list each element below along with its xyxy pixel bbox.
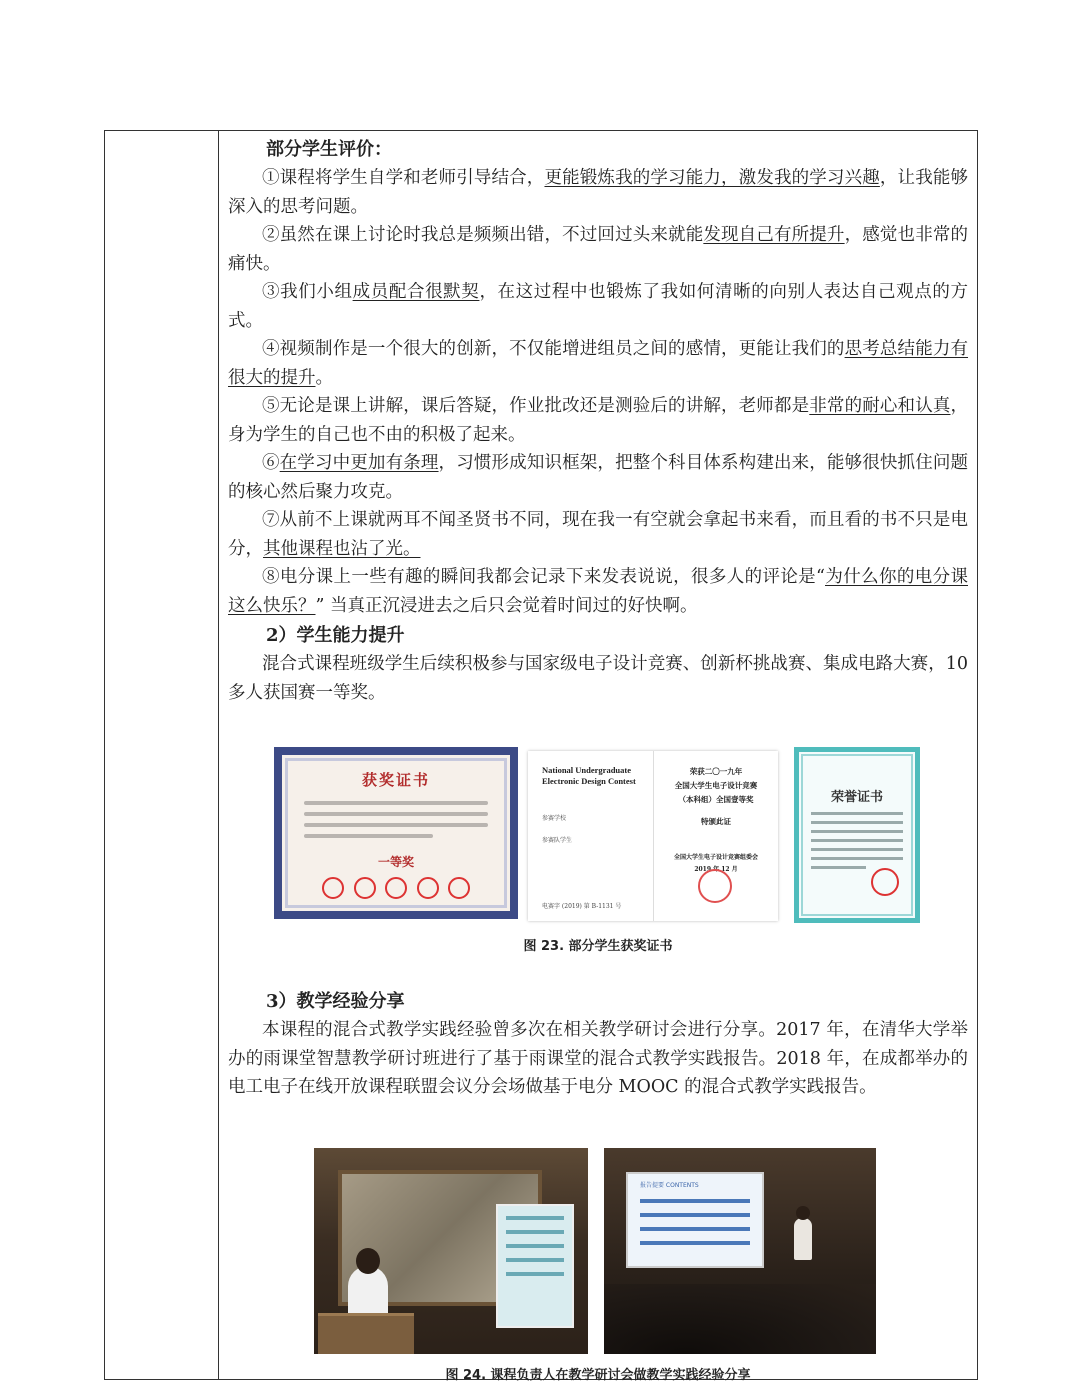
photo-lecture-1 bbox=[314, 1148, 588, 1354]
review-item bbox=[228, 164, 968, 221]
certificate-contest-zh bbox=[660, 765, 772, 875]
certificate-zh-line: 特颁此证 bbox=[701, 817, 731, 826]
review-text: ③我们小组 bbox=[262, 282, 353, 302]
figure-photos bbox=[228, 1148, 968, 1354]
audience bbox=[604, 1284, 876, 1354]
certificate-serial: 电赛字 (2019) 第 B-1131 号 bbox=[542, 903, 622, 910]
certificate-award-prize: 一等奖 bbox=[377, 855, 414, 869]
review-item bbox=[228, 392, 968, 449]
section-heading: 部分学生评价： bbox=[266, 139, 392, 160]
review-item bbox=[228, 278, 968, 335]
review-highlight: 在学习中更加有条理 bbox=[279, 453, 439, 473]
review-text: 。 bbox=[315, 367, 333, 388]
figure-certificates bbox=[228, 747, 968, 927]
sharing-text: 本课程的混合式教学实践经验曾多次在相关教学研讨会进行分享。2017 年，在清华大学举办的雨课堂智慧教学研讨班进行了基于雨课堂的混合式教学实践报告。2018 年，在成都举办的电工电子在线开放课程联盟会议分会场做基于电分 MOOC 的混合式教学实践报告。 bbox=[228, 1020, 968, 1097]
certificate-honor-text-lines bbox=[811, 812, 903, 875]
figure-24-caption: 图 24. 课程负责人在教学研讨会做教学实践经验分享 bbox=[445, 1367, 751, 1383]
certificate-team-label: 参赛队学生 bbox=[542, 837, 573, 844]
figure-23-caption: 图 23. 部分学生获奖证书 bbox=[523, 939, 673, 954]
review-text: ，身为学生的自己也不由的积极了起来。 bbox=[228, 396, 969, 445]
certificate-date: 2019 年 12 月 bbox=[694, 866, 738, 873]
certificate-honor bbox=[794, 747, 920, 923]
review-item bbox=[228, 221, 968, 278]
certificate-honor-seal bbox=[871, 868, 899, 896]
certificate-fold bbox=[653, 751, 654, 921]
review-highlight: 非常的耐心和认真 bbox=[809, 396, 951, 416]
review-item bbox=[228, 449, 968, 506]
podium bbox=[318, 1313, 414, 1354]
certificate-zh-line: 荣获二〇一九年 bbox=[689, 767, 743, 776]
sharing-heading: 3）教学经验分享 bbox=[266, 991, 405, 1012]
review-list bbox=[228, 164, 968, 620]
certificate-award-text-lines bbox=[304, 801, 488, 845]
review-text: ⑤无论是课上讲解，课后答疑，作业批改还是测验后的讲解，老师都是 bbox=[262, 396, 810, 416]
certificate-award-title: 获奖证书 bbox=[361, 771, 430, 789]
review-highlight: 其他课程也沾了光。 bbox=[263, 538, 421, 559]
document-content bbox=[228, 136, 968, 1383]
review-text: ⑧电分课上一些有趣的瞬间我都会记录下来发表说说，很多人的评论是“ bbox=[262, 567, 826, 587]
certificate-organizer: 全国大学生电子设计竞赛组委会 bbox=[673, 854, 758, 861]
certificate-school-label: 参赛学校 bbox=[542, 815, 567, 822]
review-text: ⑥ bbox=[262, 453, 280, 473]
ability-text: 混合式课程班级学生后续积极参与国家级电子设计竞赛、创新杯挑战赛、集成电路大赛，10多人获国赛一等奖。 bbox=[228, 654, 968, 703]
review-text: ，感觉也非常的痛快。 bbox=[228, 225, 969, 274]
review-text: ①课程将学生自学和老师引导结合， bbox=[262, 168, 545, 188]
screen-title: 报告提要 CONTENTS bbox=[640, 1181, 699, 1189]
review-highlight: 成员配合很默契 bbox=[352, 282, 480, 302]
review-text: ，习惯形成知识框架，把整个科目体系构建出来，能够很快抓住问题的核心然后聚力攻克。 bbox=[228, 453, 969, 502]
speaker-head bbox=[796, 1206, 810, 1220]
review-text: ，在这过程中也锻炼了我如何清晰的向别人表达自己观点的方式。 bbox=[228, 282, 969, 331]
review-text: ⑦从前不上课就两耳不闻圣贤书不同，现在我一有空就会拿起书来看，而且看的书不只是电分， bbox=[228, 510, 968, 559]
projector-screen bbox=[626, 1172, 764, 1268]
review-text: ，让我能够深入的思考问题。 bbox=[228, 168, 969, 217]
table-column-divider bbox=[218, 130, 219, 1380]
certificate-award-seals bbox=[322, 877, 470, 899]
certificate-contest bbox=[528, 751, 778, 921]
certificate-zh-line: （本科组）全国壹等奖 bbox=[678, 795, 754, 804]
review-item bbox=[228, 563, 968, 620]
review-text: ②虽然在课上讨论时我总是频频出错，不过回过头来就能 bbox=[262, 225, 704, 245]
certificate-stamp bbox=[698, 869, 732, 903]
ability-heading: 2）学生能力提升 bbox=[266, 625, 405, 646]
certificate-award bbox=[274, 747, 518, 919]
review-text: ” 当真正沉浸进去之后只会觉着时间过的好快啊。 bbox=[315, 595, 698, 616]
certificate-contest-en-title: National Undergraduate Electronic Design Contest bbox=[542, 765, 636, 786]
photo-lecture-2 bbox=[604, 1148, 876, 1354]
certificate-zh-line: 全国大学生电子设计竞赛 bbox=[674, 781, 758, 790]
speaker-figure bbox=[794, 1218, 812, 1260]
review-highlight: 思考总结能力有很大的提升 bbox=[228, 339, 969, 388]
projector-screen bbox=[496, 1204, 574, 1328]
review-item bbox=[228, 335, 968, 392]
review-text: ④视频制作是一个很大的创新，不仅能增进组员之间的感情，更能让我们的 bbox=[262, 339, 845, 359]
review-highlight: 发现自己有所提升 bbox=[703, 225, 845, 245]
review-item bbox=[228, 506, 968, 563]
review-highlight: 为什么你的电分课这么快乐？ bbox=[228, 567, 968, 616]
review-highlight: 更能锻炼我的学习能力，激发我的学习兴趣 bbox=[544, 168, 880, 188]
certificate-honor-title: 荣誉证书 bbox=[830, 790, 883, 805]
speaker-head bbox=[356, 1248, 380, 1274]
